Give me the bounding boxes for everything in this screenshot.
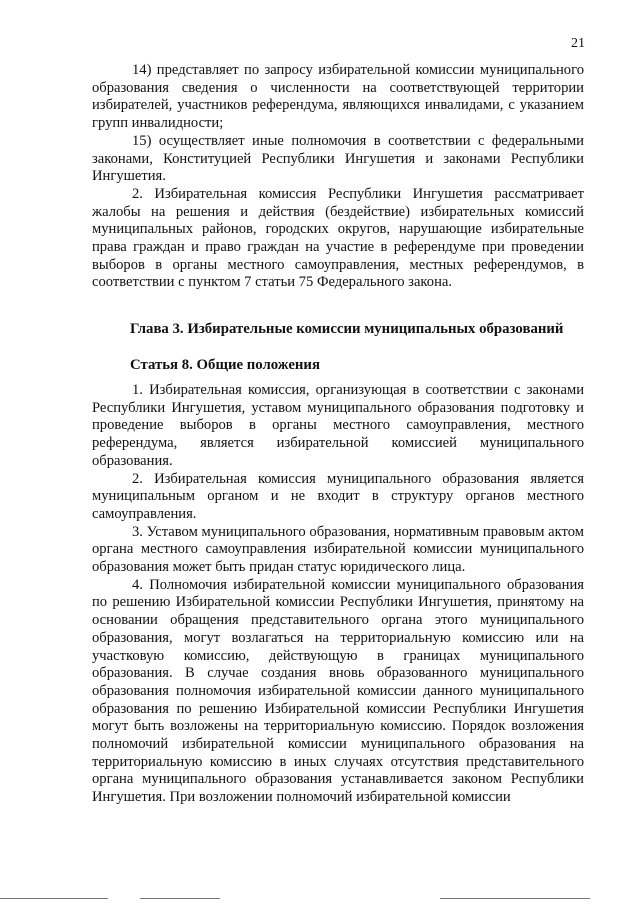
scan-edge-line <box>0 898 108 899</box>
article-paragraph-3: 3. Уставом муниципального образования, нормативным правовым актом органа местного самоуправления избирательной комиссии муниципального образования может быть придан статус юридического лица. <box>92 523 584 576</box>
list-item-15: 15) осуществляет иные полномочия в соответствии с федеральными законами, Конституцией Республики Ингушетия и законами Республики Ингушетия. <box>92 132 584 185</box>
scan-edge-line <box>140 898 220 899</box>
page-number: 21 <box>571 36 585 51</box>
list-item-14: 14) представляет по запросу избирательной комиссии муниципального образования сведения о численности на соответствующей территории избирателей, участников референдума, являющихся инвалидами, с указанием групп инвалидности; <box>92 62 584 132</box>
article-paragraph-2: 2. Избирательная комиссия муниципального образования является муниципальным органом и не входит в структуру органов местного самоуправления. <box>92 470 584 522</box>
paragraph-2: 2. Избирательная комиссия Республики Ингушетия рассматривает жалобы на решения и действия (бездействие) избирательных комиссий муниципальных районов, городских округов, нарушающие избирательные права граждан и право граждан на участие в референдуме при проведении выборов в органы местного самоуправления, местных референдумов, в соответствии с пунктом 7 статьи 75 Федерального закона. <box>92 185 584 291</box>
article-title: Статья 8. Общие положения <box>130 357 320 373</box>
continuation-section <box>92 62 584 292</box>
article-paragraph-1: 1. Избирательная комиссия, организующая в соответствии с законами Республики Ингушетия, уставом муниципального образования подготовку и проведение выборов в органы местного самоуправления, местного референдума, является избирательной комиссией муниципального образования. <box>92 382 584 469</box>
article-paragraph-4: 4. Полномочия избирательной комиссии муниципального образования по решению Избирательной комиссии Республики Ингушетия, принятому на основании обращения представительного органа этого муниципального образования, могут возлагаться на территориальную комиссию или на участковую комиссию, действующую в границах муниципального образования. В случае создания вновь образованного муниципального образования полномочия избирательной комиссии данного муниципального образования по решению Избирательной комиссии Республики Ингушетия могут быть возложены на территориальную комиссию. Порядок возложения полномочий избирательной комиссии муниципального образования на территориальную комиссию в иных случаях отсутствия представительного органа муниципального образования устанавливается законом Республики Ингушетия. При возложении полномочий избирательной комиссии <box>92 576 584 806</box>
chapter-title: Глава 3. Избирательные комиссии муниципальных образований <box>130 321 564 337</box>
scan-edge-line <box>440 898 590 899</box>
article-body <box>92 382 584 807</box>
